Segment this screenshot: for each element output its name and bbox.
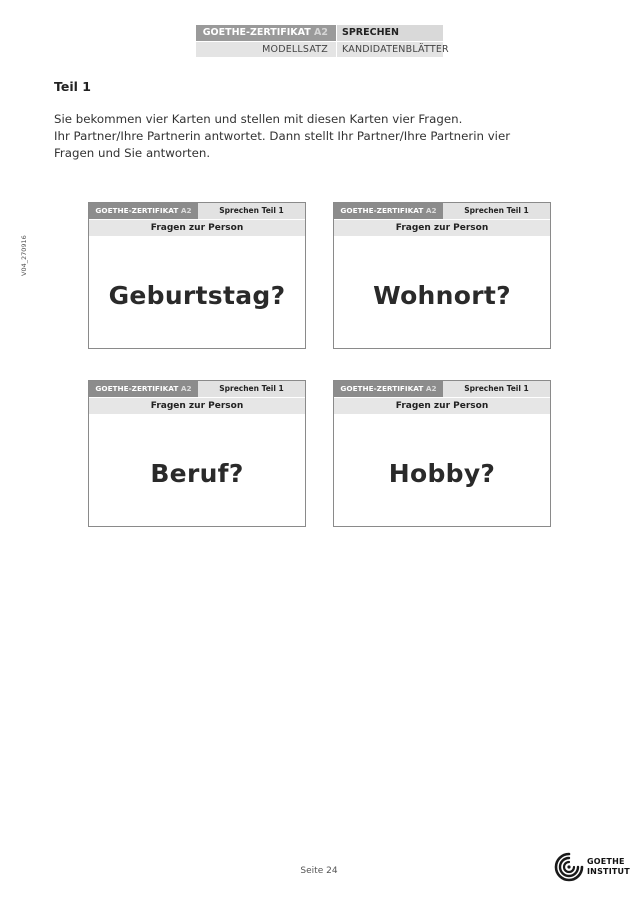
card-part: Sprechen Teil 1 [443,203,550,219]
question-card-beruf [88,380,306,527]
header-exam-level: A2 [314,27,328,38]
header-document: KANDIDATENBLÄTTER [337,42,443,57]
question-card-geburtstag [88,202,306,349]
side-version-code: V04_270916 [20,235,28,276]
page-number: Seite 24 [300,866,338,876]
header-exam-title: GOETHE-ZERTIFIKAT A2 [196,25,336,41]
card-exam-title: GOETHE-ZERTIFIKAT A2 [89,381,198,397]
card-topic: Fragen zur Person [334,220,550,236]
card-part: Sprechen Teil 1 [198,381,305,397]
goethe-spiral-icon [553,851,585,883]
card-part: Sprechen Teil 1 [198,203,305,219]
question-card-wohnort [333,202,551,349]
card-exam-title: GOETHE-ZERTIFIKAT A2 [334,381,443,397]
header-set: MODELLSATZ [196,42,336,57]
card-exam-title: GOETHE-ZERTIFIKAT A2 [334,203,443,219]
instruction-line: Sie bekommen vier Karten und stellen mit diesen Karten vier Fragen. [54,112,463,126]
section-title: Teil 1 [54,79,91,94]
card-word: Wohnort? [373,280,511,310]
instructions [54,111,554,162]
card-exam-title: GOETHE-ZERTIFIKAT A2 [89,203,198,219]
logo-text: GOETHE INSTITUT [587,857,630,876]
question-card-hobby [333,380,551,527]
card-word: Hobby? [388,458,496,488]
instruction-line: Ihr Partner/Ihre Partnerin antwortet. Dann stellt Ihr Partner/Ihre Partnerin vier [54,129,511,143]
goethe-institut-logo [553,851,630,883]
instruction-line: Fragen und Sie antworten. [54,146,211,160]
card-topic: Fragen zur Person [89,220,305,236]
card-topic: Fragen zur Person [334,398,550,414]
card-word: Geburtstag? [108,280,286,310]
card-word: Beruf? [150,458,244,488]
card-part: Sprechen Teil 1 [443,381,550,397]
card-topic: Fragen zur Person [89,398,305,414]
header-module: SPRECHEN [337,25,443,41]
